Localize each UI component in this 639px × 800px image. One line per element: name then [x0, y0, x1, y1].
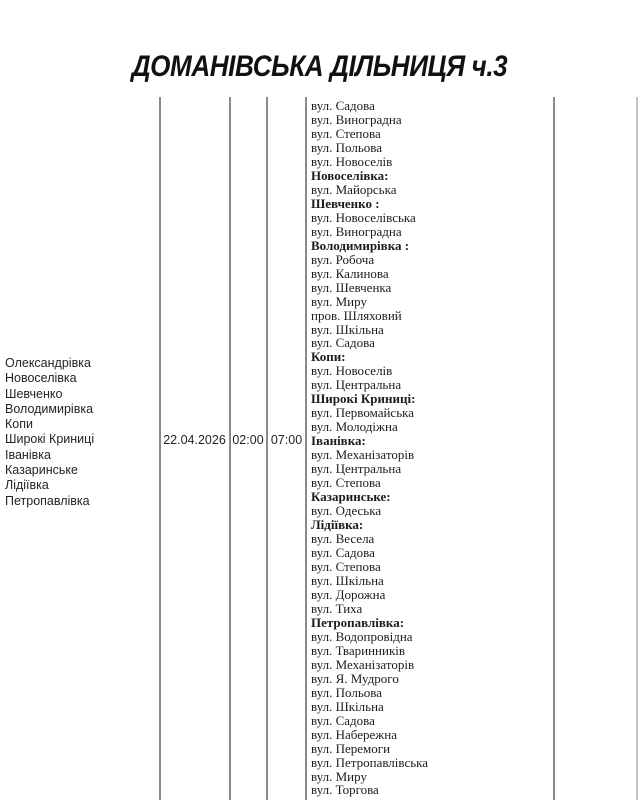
street-item: вул. Первомайська — [311, 405, 415, 421]
street-item: вул. Виноградна — [311, 111, 402, 127]
outage-start-time-cell: 02:00 — [232, 433, 264, 447]
settlements-list — [5, 356, 155, 509]
street-item: вул. Водопровідна — [311, 628, 413, 644]
outage-end-time-cell: 07:00 — [270, 433, 303, 447]
street-item: вул. Весела — [311, 531, 375, 547]
settlement-item: Копи — [5, 417, 33, 432]
street-settlement-header: Іванівка: — [311, 433, 366, 449]
street-item: вул. Степова — [311, 558, 381, 574]
street-item: вул. Садова — [311, 712, 375, 728]
street-item: вул. Механізаторів — [311, 656, 415, 672]
column-divider — [229, 97, 231, 800]
street-item: вул. Набережна — [311, 726, 397, 742]
column-divider — [266, 97, 268, 800]
street-item: пров. Шляховий — [311, 307, 402, 323]
street-item: вул. Тиха — [311, 600, 363, 616]
outage-date-cell: 22.04.2026 — [163, 433, 226, 447]
street-item: вул. Степова — [311, 125, 381, 141]
street-item: вул. Польова — [311, 139, 382, 155]
street-item: вул. Новоселів — [311, 363, 393, 379]
street-item: вул. Центральна — [311, 461, 402, 477]
street-item: вул. Миру — [311, 768, 367, 784]
settlement-item: Широкі Криниці — [5, 432, 95, 447]
street-item: вул. Торгова — [311, 782, 379, 798]
street-item: вул. Степова — [311, 475, 381, 491]
table-right-border — [636, 97, 638, 800]
street-item: вул. Молодіжна — [311, 419, 398, 435]
street-item: вул. Садова — [311, 98, 375, 113]
street-settlement-header: Широкі Криниці: — [311, 391, 416, 407]
street-item: вул. Калинова — [311, 265, 389, 281]
column-divider — [305, 97, 307, 800]
street-item: вул. Майорська — [311, 181, 397, 197]
street-item: вул. Шкільна — [311, 572, 384, 588]
settlement-item: Олександрівка — [5, 356, 91, 370]
street-settlement-header: Шевченко : — [311, 195, 380, 211]
street-item: вул. Шевченка — [311, 279, 392, 295]
street-item: вул. Садова — [311, 335, 375, 351]
settlement-item: Володимирівка — [5, 401, 94, 416]
settlement-item: Петропавлівка — [5, 493, 90, 508]
settlement-item: Лідіївка — [5, 478, 49, 493]
street-settlement-header: Новоселівка: — [311, 167, 389, 183]
street-settlement-header: Копи: — [311, 349, 346, 365]
street-item: вул. Миру — [311, 293, 367, 309]
settlement-item: Шевченко — [5, 386, 63, 401]
settlement-item: Іванівка — [5, 447, 51, 462]
street-item: вул. Польова — [311, 684, 382, 700]
street-settlement-header: Лідіївка: — [311, 517, 364, 533]
street-item: вул. Механізаторів — [311, 447, 415, 463]
street-item: вул. Робоча — [311, 251, 375, 267]
street-item: вул. Центральна — [311, 377, 402, 393]
column-divider — [159, 97, 161, 800]
street-item: вул. Новоселів — [311, 153, 393, 169]
street-item: вул. Тваринників — [311, 642, 406, 658]
street-item: вул. Перемоги — [311, 740, 391, 756]
street-item: вул. Петропавлівська — [311, 754, 429, 770]
settlement-item: Казаринське — [5, 463, 78, 478]
column-divider — [553, 97, 555, 800]
street-item: вул. Новоселівська — [311, 209, 416, 225]
street-item: вул. Одеська — [311, 503, 382, 519]
street-item: вул. Шкільна — [311, 321, 384, 337]
streets-list — [311, 99, 551, 797]
street-settlement-header: Казаринське: — [311, 489, 391, 505]
street-settlement-header: Петропавлівка: — [311, 614, 405, 630]
street-item: вул. Шкільна — [311, 698, 384, 714]
street-settlement-header: Володимирівка : — [311, 237, 410, 253]
settlement-item: Новоселівка — [5, 371, 77, 386]
street-item: вул. Дорожна — [311, 586, 386, 602]
street-item: вул. Садова — [311, 545, 375, 560]
street-item: вул. Я. Мудрого — [311, 670, 399, 686]
street-item: вул. Виноградна — [311, 223, 402, 239]
page-title: ДОМАНІВСЬКА ДІЛЬНИЦЯ ч.3 — [131, 50, 508, 83]
